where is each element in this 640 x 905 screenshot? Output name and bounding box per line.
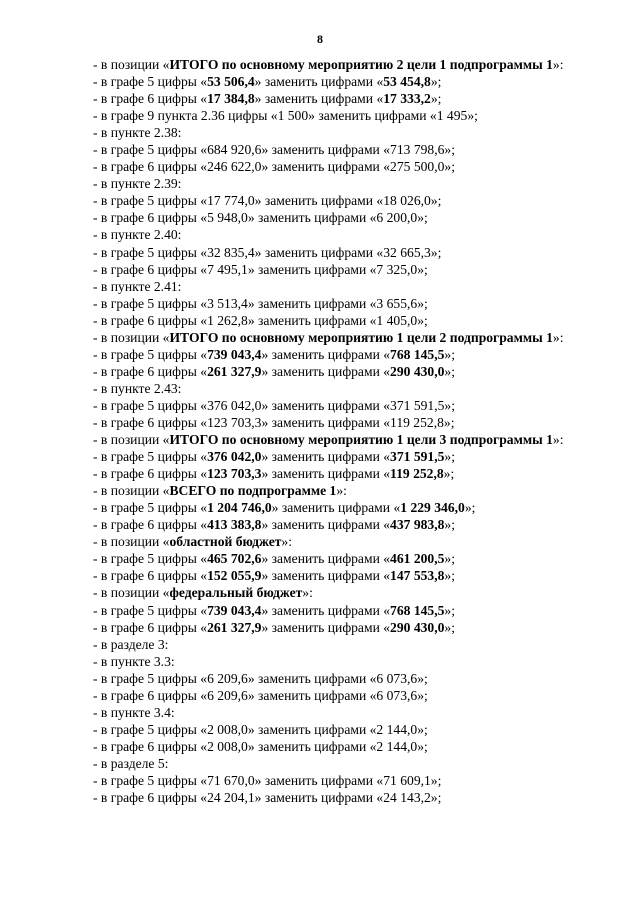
bold-text: ИТОГО по основному мероприятию 1 цели 3 подпрограммы 1 xyxy=(169,432,553,448)
bold-text: ИТОГО по основному мероприятию 2 цели 1 подпрограммы 1 xyxy=(169,57,553,72)
line-text: »; xyxy=(444,568,455,584)
line-text: »: xyxy=(302,585,313,601)
line-text: - в пункте 3.3: xyxy=(93,653,175,669)
bold-text: 437 983,8 xyxy=(390,517,445,533)
line-text: » заменить цифрами « xyxy=(254,74,384,90)
line-text: - в графе 5 цифры « xyxy=(93,551,208,567)
line-text: » заменить цифрами « xyxy=(261,363,391,379)
line-text: » заменить цифрами « xyxy=(254,91,384,107)
bold-text: 371 591,5 xyxy=(390,449,445,465)
line-text: »: xyxy=(552,329,564,345)
amendment-line xyxy=(93,516,613,533)
bold-text: областной бюджет xyxy=(169,534,282,550)
line-text: - в пункте 2.43: xyxy=(93,380,182,396)
amendment-line xyxy=(93,56,613,73)
bold-text: 461 200,5 xyxy=(390,551,445,567)
line-text: - в графе 6 цифры «246 622,0» заменить цифрами «275 500,0»; xyxy=(93,159,455,175)
line-text: »: xyxy=(336,483,347,499)
amendment-line xyxy=(93,550,613,567)
amendment-line xyxy=(93,158,613,175)
amendment-line xyxy=(93,107,613,124)
line-text: »; xyxy=(464,500,476,516)
line-text: - в позиции « xyxy=(93,483,170,499)
bold-text: 290 430,0 xyxy=(390,363,445,379)
amendment-line xyxy=(93,687,613,704)
line-text: - в графе 6 цифры «2 008,0» заменить цифрами «2 144,0»; xyxy=(93,738,428,754)
bold-text: 119 252,8 xyxy=(390,466,444,482)
line-text: - в графе 5 цифры «376 042,0» заменить цифрами «371 591,5»; xyxy=(93,397,455,413)
amendment-line xyxy=(93,141,613,158)
amendment-line xyxy=(93,346,613,363)
bold-text: 739 043,4 xyxy=(207,346,262,362)
amendment-line xyxy=(93,192,613,209)
line-text: »: xyxy=(552,432,564,448)
line-text: »; xyxy=(444,517,455,533)
line-text: - в позиции « xyxy=(93,534,170,550)
amendment-line xyxy=(93,73,613,90)
line-text: » заменить цифрами « xyxy=(261,346,391,362)
line-text: »; xyxy=(443,466,455,482)
line-text: »; xyxy=(430,91,442,107)
bold-text: 17 333,2 xyxy=(383,91,431,107)
amendment-line xyxy=(93,175,613,192)
amendment-line xyxy=(93,209,613,226)
line-text: - в графе 5 цифры « xyxy=(93,449,208,465)
line-text: »: xyxy=(552,57,564,72)
line-text: - в графе 6 цифры « xyxy=(93,363,208,379)
bold-text: 768 145,5 xyxy=(390,346,445,362)
line-text: - в графе 5 цифры «3 513,4» заменить цифрами «3 655,6»; xyxy=(93,295,428,311)
line-text: » заменить цифрами « xyxy=(261,619,391,635)
line-text: - в разделе 5: xyxy=(93,755,169,771)
line-text: »; xyxy=(444,619,455,635)
line-text: - в графе 5 цифры « xyxy=(93,500,208,516)
line-text: »; xyxy=(444,551,455,567)
line-text: » заменить цифрами « xyxy=(261,517,391,533)
amendment-line xyxy=(93,670,613,687)
amendment-line xyxy=(93,295,613,312)
line-text: - в пункте 2.41: xyxy=(93,278,182,294)
amendment-list xyxy=(93,56,613,806)
amendment-line xyxy=(93,124,613,141)
line-text: - в позиции « xyxy=(93,329,170,345)
amendment-line xyxy=(93,755,613,772)
line-text: »; xyxy=(444,346,455,362)
bold-text: 465 702,6 xyxy=(207,551,262,567)
line-text: » заменить цифрами « xyxy=(261,602,391,618)
line-text: - в графе 5 цифры «17 774,0» заменить цифрами «18 026,0»; xyxy=(93,193,442,209)
amendment-line xyxy=(93,738,613,755)
bold-text: 1 204 746,0 xyxy=(207,500,272,516)
line-text: - в графе 6 цифры « xyxy=(93,619,208,635)
line-text: » заменить цифрами « xyxy=(261,449,391,465)
line-text: - в позиции « xyxy=(93,432,170,448)
amendment-line xyxy=(93,789,613,806)
line-text: » заменить цифрами « xyxy=(261,568,391,584)
line-text: »; xyxy=(430,74,442,90)
amendment-line xyxy=(93,653,613,670)
amendment-line xyxy=(93,448,613,465)
amendment-line xyxy=(93,414,613,431)
line-text: - в графе 6 цифры «24 204,1» заменить цифрами «24 143,2»; xyxy=(93,790,442,806)
bold-text: 376 042,0 xyxy=(207,449,262,465)
bold-text: 290 430,0 xyxy=(390,619,445,635)
line-text: - в графе 5 цифры « xyxy=(93,602,208,618)
amendment-line xyxy=(93,244,613,261)
line-text: - в позиции « xyxy=(93,57,170,72)
amendment-line xyxy=(93,619,613,636)
bold-text: 147 553,8 xyxy=(390,568,445,584)
amendment-line xyxy=(93,499,613,516)
bold-text: 53 506,4 xyxy=(207,74,255,90)
amendment-line xyxy=(93,363,613,380)
line-text: - в графе 9 пункта 2.36 цифры «1 500» заменить цифрами «1 495»; xyxy=(93,108,478,124)
bold-text: 739 043,4 xyxy=(207,602,262,618)
amendment-line xyxy=(93,431,613,448)
line-text: - в графе 6 цифры «6 209,6» заменить цифрами «6 073,6»; xyxy=(93,687,428,703)
line-text: - в графе 5 цифры «2 008,0» заменить цифрами «2 144,0»; xyxy=(93,721,428,737)
amendment-line xyxy=(93,226,613,243)
bold-text: 261 327,9 xyxy=(207,619,262,635)
amendment-line xyxy=(93,584,613,601)
line-text: - в разделе 3: xyxy=(93,636,169,652)
line-text: »; xyxy=(444,363,455,379)
line-text: - в графе 5 цифры «684 920,6» заменить цифрами «713 798,6»; xyxy=(93,142,455,158)
line-text: - в графе 5 цифры «32 835,4» заменить цифрами «32 665,3»; xyxy=(93,244,442,260)
line-text: » заменить цифрами « xyxy=(271,500,401,516)
line-text: - в графе 6 цифры « xyxy=(93,91,208,107)
line-text: - в графе 6 цифры «123 703,3» заменить цифрами «119 252,8»; xyxy=(93,414,455,430)
bold-text: 768 145,5 xyxy=(390,602,445,618)
amendment-line xyxy=(93,312,613,329)
bold-text: ИТОГО по основному мероприятию 1 цели 2 подпрограммы 1 xyxy=(169,329,553,345)
line-text: - в графе 6 цифры «1 262,8» заменить цифрами «1 405,0»; xyxy=(93,312,428,328)
line-text: - в графе 6 цифры « xyxy=(93,568,208,584)
line-text: - в пункте 2.38: xyxy=(93,125,182,141)
line-text: - в графе 6 цифры «7 495,1» заменить цифрами «7 325,0»; xyxy=(93,261,428,277)
amendment-line xyxy=(93,90,613,107)
amendment-line xyxy=(93,278,613,295)
line-text: »; xyxy=(444,449,455,465)
amendment-line xyxy=(93,602,613,619)
line-text: - в графе 6 цифры «5 948,0» заменить цифрами «6 200,0»; xyxy=(93,210,428,226)
bold-text: 123 703,3 xyxy=(207,466,262,482)
bold-text: ВСЕГО по подпрограмме 1 xyxy=(169,483,337,499)
page-number: 8 xyxy=(317,32,323,46)
bold-text: 1 229 346,0 xyxy=(400,500,465,516)
amendment-line xyxy=(93,636,613,653)
line-text: - в графе 6 цифры « xyxy=(93,517,208,533)
amendment-line xyxy=(93,482,613,499)
bold-text: федеральный бюджет xyxy=(169,585,303,601)
amendment-line xyxy=(93,567,613,584)
line-text: - в пункте 2.40: xyxy=(93,227,182,243)
line-text: - в графе 5 цифры «71 670,0» заменить цифрами «71 609,1»; xyxy=(93,772,442,788)
amendment-line xyxy=(93,329,613,346)
line-text: »: xyxy=(281,534,292,550)
line-text: »; xyxy=(444,602,455,618)
line-text: - в графе 5 цифры « xyxy=(93,346,208,362)
amendment-line xyxy=(93,772,613,789)
line-text: » заменить цифрами « xyxy=(261,466,391,482)
amendment-line xyxy=(93,465,613,482)
line-text: - в пункте 3.4: xyxy=(93,704,175,720)
amendment-line xyxy=(93,533,613,550)
amendment-line xyxy=(93,397,613,414)
line-text: » заменить цифрами « xyxy=(261,551,391,567)
bold-text: 261 327,9 xyxy=(207,363,262,379)
line-text: - в позиции « xyxy=(93,585,170,601)
amendment-line xyxy=(93,261,613,278)
bold-text: 53 454,8 xyxy=(383,74,431,90)
amendment-line xyxy=(93,721,613,738)
bold-text: 152 055,9 xyxy=(207,568,262,584)
bold-text: 413 383,8 xyxy=(207,517,262,533)
bold-text: 17 384,8 xyxy=(207,91,255,107)
line-text: - в графе 5 цифры « xyxy=(93,74,208,90)
line-text: - в графе 6 цифры « xyxy=(93,466,208,482)
amendment-line xyxy=(93,704,613,721)
line-text: - в пункте 2.39: xyxy=(93,176,182,192)
line-text: - в графе 5 цифры «6 209,6» заменить цифрами «6 073,6»; xyxy=(93,670,428,686)
amendment-line xyxy=(93,380,613,397)
